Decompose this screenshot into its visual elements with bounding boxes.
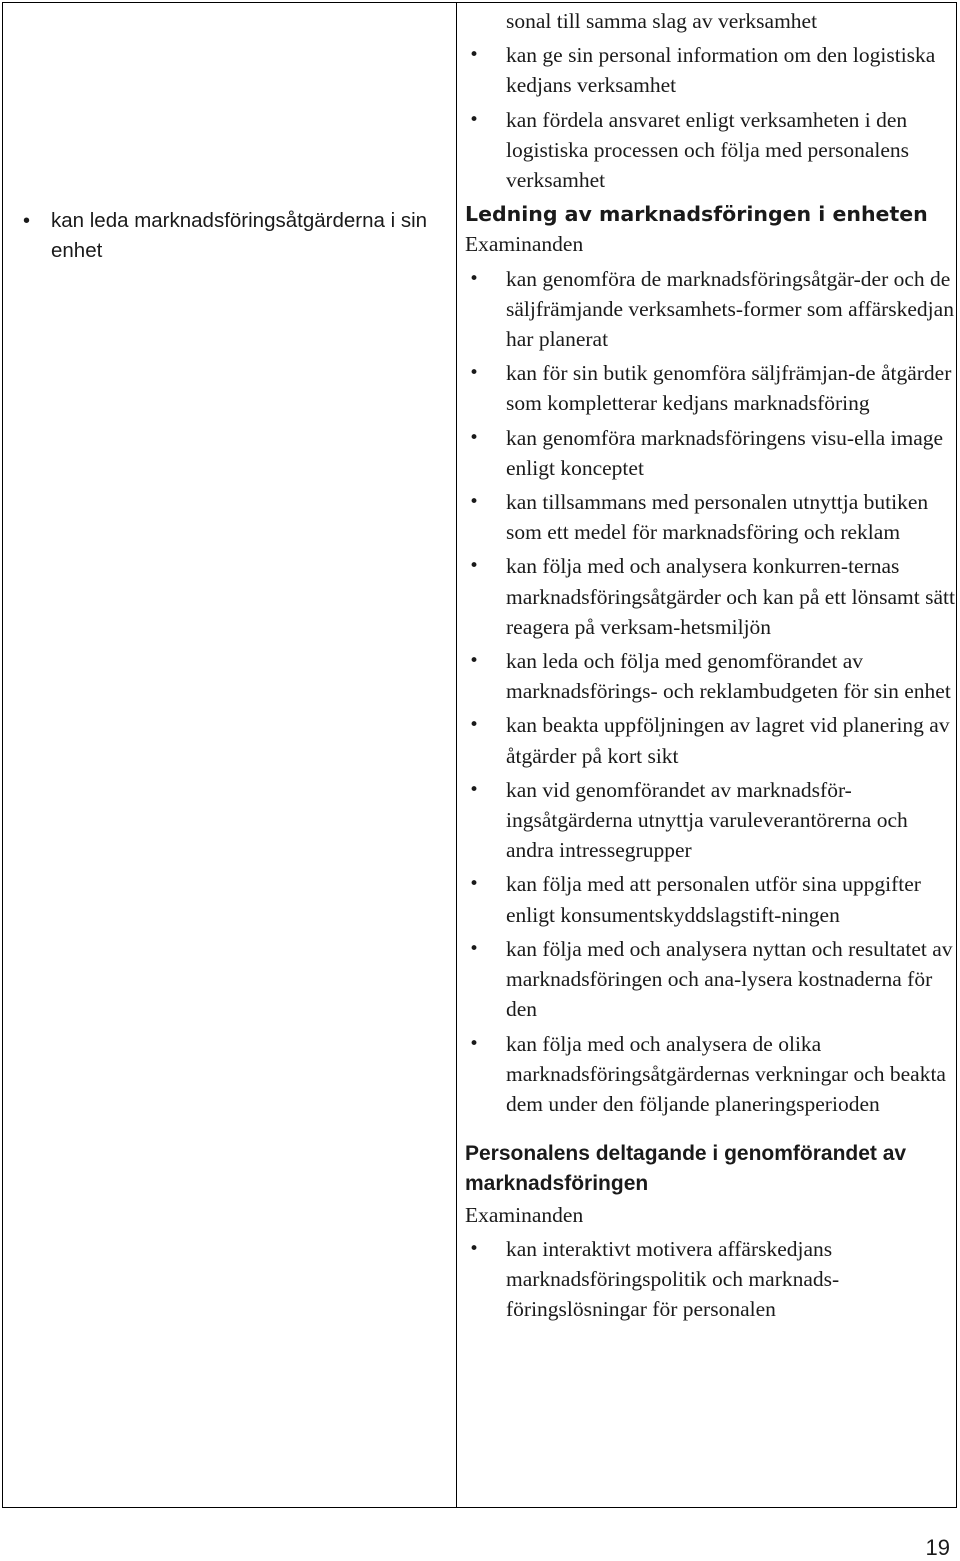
bullet-icon: • — [23, 210, 31, 232]
list-item-text: kan följa med att personalen utför sina uppgifter enligt konsumentskyddslagstift-ningen — [506, 872, 921, 927]
list-item-text: kan genomföra de marknadsföringsåtgär-der och de säljfrämjande verksamhets-former som affärskedjan har planerat — [506, 266, 954, 352]
section2-list — [465, 1234, 956, 1325]
section-subheading: Examinanden — [465, 232, 584, 257]
list-item — [465, 487, 956, 547]
bullet-icon: • — [469, 874, 480, 895]
list-item-text: kan följa med och analysera nyttan och resultatet av marknadsföringen och ana-lysera kostnaderna för den — [506, 936, 953, 1022]
list-item — [465, 105, 956, 196]
list-item-text: kan tillsammans med personalen utnyttja butiken som ett medel för marknadsföring och reklam — [506, 490, 929, 545]
list-item — [465, 869, 956, 929]
list-item — [465, 775, 956, 866]
list-item-text: kan leda och följa med genomförandet av marknadsförings- och reklambudgeten för sin enhet — [506, 649, 951, 704]
bullet-icon: • — [469, 363, 480, 384]
criteria-table — [2, 2, 957, 1508]
bullet-icon: • — [469, 556, 480, 577]
list-item-text: kan vid genomförandet av marknadsför-ingsåtgärderna utnyttja varuleverantörerna och andra intressegrupper — [506, 777, 908, 863]
list-item-text: kan genomföra marknadsföringens visu-ella image enligt konceptet — [506, 425, 944, 480]
list-item — [465, 934, 956, 1025]
page-number: 19 — [925, 1535, 950, 1560]
bullet-icon: • — [469, 427, 480, 448]
bullet-icon: • — [469, 938, 480, 959]
list-item — [465, 264, 956, 355]
list-item — [465, 646, 956, 706]
section-heading: Ledning av marknadsföringen i enheten — [465, 202, 928, 227]
bullet-icon: • — [469, 1238, 480, 1259]
list-item — [465, 40, 956, 100]
top-list — [465, 40, 956, 195]
section2-subheading: Examinanden — [465, 1202, 584, 1227]
left-item-text: kan leda marknadsföringsåtgärderna i sin enhet — [51, 209, 428, 262]
bullet-icon: • — [469, 779, 480, 800]
bullet-icon: • — [469, 109, 480, 130]
left-list-item — [23, 206, 456, 266]
continued-text: sonal till samma slag av verksamhet — [506, 9, 818, 33]
right-column — [457, 3, 956, 1507]
bullet-icon: • — [469, 715, 480, 736]
list-item — [465, 710, 956, 770]
list-item-text: kan följa med och analysera konkurren-ternas marknadsföringsåtgärder och kan på ett lönsamt sätt reagera på verksam-hetsmiljön — [506, 554, 955, 639]
bullet-icon: • — [469, 492, 480, 513]
list-item — [465, 551, 956, 642]
bullet-icon: • — [469, 45, 480, 66]
list-item-text: kan interaktivt motivera affärskedjans marknadsföringspolitik och marknads-föringslösningar för personalen — [506, 1236, 840, 1322]
section1-list — [465, 264, 956, 1119]
list-item-text: kan följa med och analysera de olika marknadsföringsåtgärdernas verkningar och beakta dem under den följande planeringsperioden — [506, 1031, 946, 1116]
list-item — [465, 358, 956, 418]
bullet-icon: • — [469, 651, 480, 672]
list-item-text: kan för sin butik genomföra säljfrämjan-de åtgärder som kompletterar kedjans marknadsföring — [506, 361, 952, 416]
left-column — [3, 3, 457, 1507]
list-item — [465, 423, 956, 483]
list-item-text: kan fördela ansvaret enligt verksamheten i den logistiska processen och följa med personalens verksamhet — [506, 107, 910, 193]
list-item — [465, 1234, 956, 1325]
bullet-icon: • — [469, 268, 480, 289]
list-item-text: kan beakta uppföljningen av lagret vid planering av åtgärder på kort sikt — [506, 713, 950, 768]
list-item — [465, 1029, 956, 1120]
bullet-icon: • — [469, 1033, 480, 1054]
list-item-text: kan ge sin personal information om den logistiska kedjans verksamhet — [506, 43, 936, 98]
section2-heading: Personalens deltagande i genomförandet av marknadsföringen — [465, 1142, 907, 1196]
